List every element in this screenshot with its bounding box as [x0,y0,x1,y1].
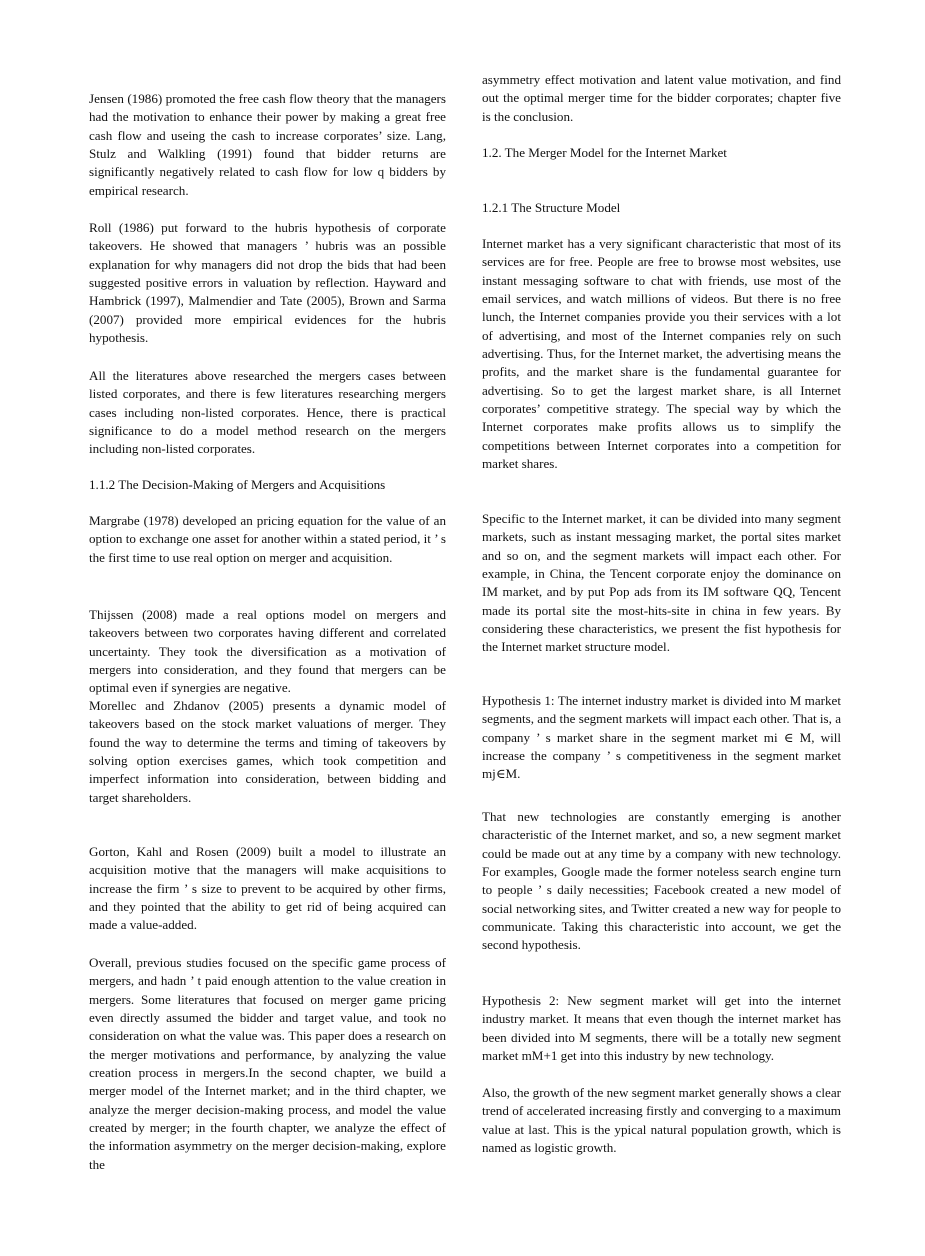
section-heading-1-1-2: 1.1.2 The Decision-Making of Mergers and Acquisitions [89,477,386,492]
paragraph-overall: Overall, previous studies focused on the specific game process of mergers, and hadn ’ t paid enough attention to the value creation in mergers. Some literatures that focused on merger game pricing even directly assumed the bidder and target value, and took no consideration on what the value was. This paper does a research on the merger motivations and performance, by analyzing the value creation process in mergers.In the second chapter, we build a merger model of the Internet market; and in the third chapter, we analyze the merger decision-making process, and model the value created by merger; in the fourth chapter, we analyze the effect of the information asymmetry on the merger decision-making, explore the [89,955,446,1172]
paragraph-thijssen: Thijssen (2008) made a real options model on mergers and takeovers between two corporates having different and correlated uncertainty. They took the diversification as a motivation of mergers into consideration, and they found that mergers can be optimal even if synergies are negative. [89,607,446,696]
section-heading-1-2: 1.2. The Merger Model for the Internet Market [482,145,727,160]
paragraph-hypothesis-2: Hypothesis 2: New segment market will get into the internet industry market. It means that even though the internet market has been divided into M segments, there will be a totally new segment market mM+1 get into this industry by new technology. [482,993,841,1064]
paragraph-segment-markets: Specific to the Internet market, it can be divided into many segment markets, such as instant messaging market, the portal sites market and so on, and the segment markets will impact each other. For example, in China, the Tencent corporate enjoy the dominance on IM market, and by put Pop ads from its IM software QQ, Tencent made its portal site the most-hits-site in china in few years. By considering these characteristics, we present the fist hypothesis for the Internet market structure model. [482,511,841,655]
paragraph-continuation: asymmetry effect motivation and latent value motivation, and find out the optimal merger time for the bidder corporates; chapter five is the conclusion. [482,72,841,124]
paragraph-morellec: Morellec and Zhdanov (2005) presents a dynamic model of takeovers based on the stock market valuations of merger. They found the way to determine the terms and timing of takeovers by solving option exercises games, which took competition and imperfect information into consideration, between bidding and target shareholders. [89,698,446,805]
paragraph-new-technologies: That new technologies are constantly emerging is another characteristic of the Internet market, and so, a new segment market could be made out at any time by a company with new technology. For examples, Google made the former noteless search engine turn to people ’ s daily necessities; Facebook created a new model of social networking sites, and Twitter created a new way for people to communicate. Taking this characteristic into account, we get the second hypothesis. [482,809,841,953]
paragraph-roll: Roll (1986) put forward to the hubris hypothesis of corporate takeovers. He showed that managers ’ hubris was an possible explanation for why managers did not drop the bids that had been suggested positive errors in valuation by reflection. Hayward and Hambrick (1997), Malmendier and Tate (2005), Brown and Sarma (2007) provided more empirical evidences for the hubris hypothesis. [89,220,446,346]
paragraph-internet-market: Internet market has a very significant characteristic that most of its services are for free. People are free to browse most websites, use instant messaging software to chat with friends, use most of the email services, and watch millions of videos. But there is no free lunch, the Internet companies provide you their services with a lot of advertising, and most of the Internet companies rely on such advertising. Thus, for the Internet market, the advertising means the profits, and the market share is the fundamental guarantee for advertising. So to get the largest market share, is all Internet corporates’ competitive strategy. The special way by which the Internet corporates make profits allows us to simplify the competitions between Internet corporates into a competition for market shares. [482,236,841,472]
paragraph-literature-summary: All the literatures above researched the mergers cases between listed corporates, and there is few literatures researching mergers cases including non-listed corporates. Hence, there is practical significance to do a model method research on the mergers including non-listed corporates. [89,368,446,457]
paragraph-gorton: Gorton, Kahl and Rosen (2009) built a model to illustrate an acquisition motive that the managers will make acquisitions to increase the firm ’ s size to prevent to be acquired by other firms, and they pointed that the ability to get rid of being acquired can made a value-added. [89,844,446,933]
section-heading-1-2-1: 1.2.1 The Structure Model [482,200,621,215]
paragraph-jensen: Jensen (1986) promoted the free cash flow theory that the managers had the motivation to enhance their power by making a great free cash flow and useing the cash to increase corporates’ size. Lang, Stulz and Walkling (1991) found that bidder returns are significantly negatively related to cash flow for low q bidders by empirical research. [89,91,446,198]
paragraph-margrabe: Margrabe (1978) developed an pricing equation for the value of an option to exchange one asset for another within a stated period, it ’ s the first time to use real option on merger and acquisition. [89,513,446,565]
paragraph-logistic-growth: Also, the growth of the new segment market generally shows a clear trend of accelerated increasing firstly and converging to a maximum value at last. This is the ypical natural population growth, which is named as logistic growth. [482,1085,841,1156]
paragraph-hypothesis-1: Hypothesis 1: The internet industry market is divided into M market segments, and the segment markets will impact each other. That is, a company ’ s market share in the segment market mi ∈ M, will increase the company ’ s competitiveness in the segment market mj∈M. [482,693,842,782]
